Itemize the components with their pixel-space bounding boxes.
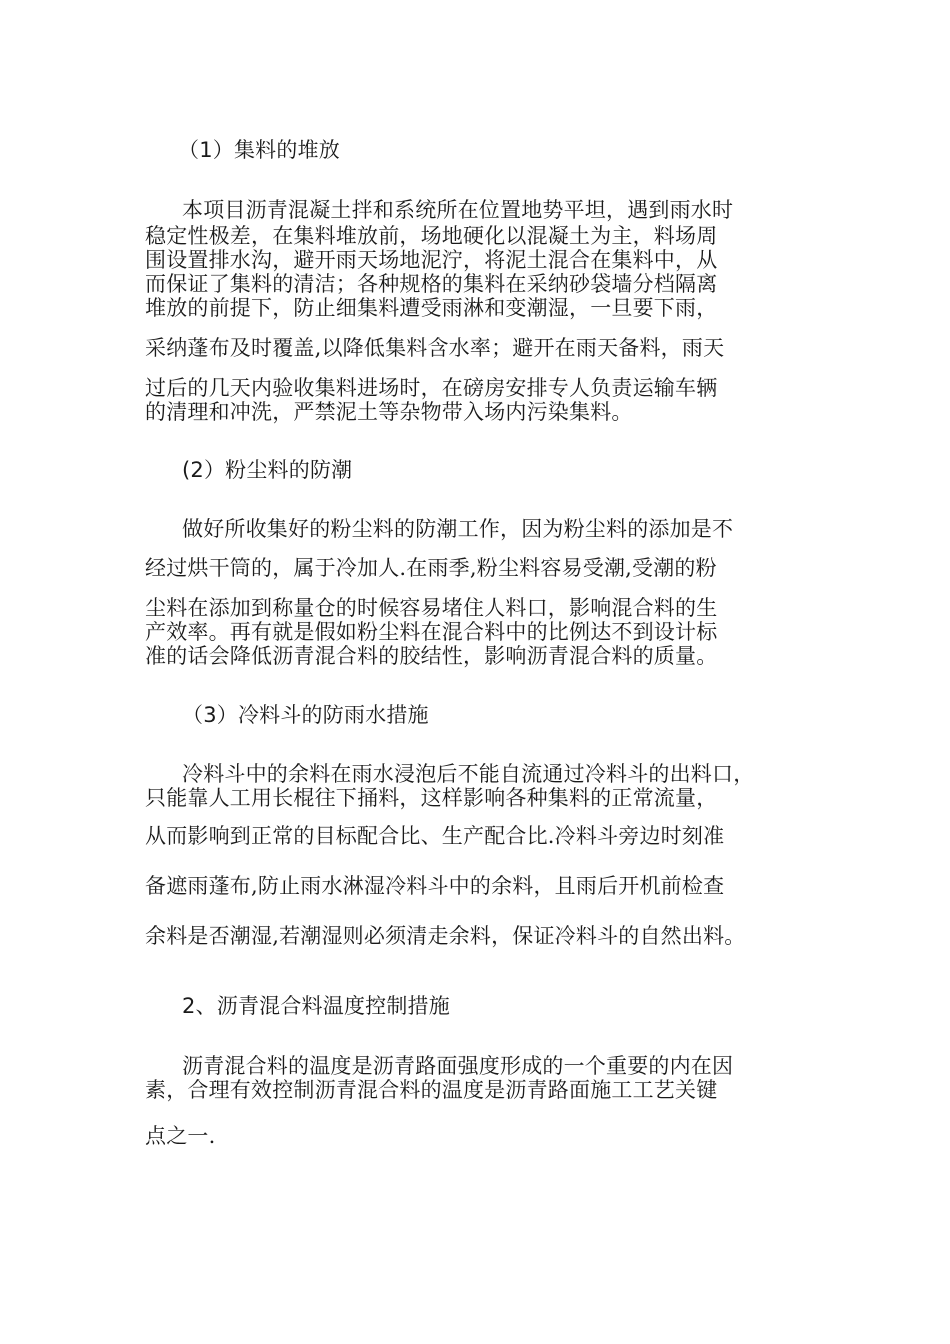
section-3-line-1: 冷料斗中的余料在雨水浸泡后不能自流通过冷料斗的出料口，	[182, 762, 755, 786]
section-1-line-2: 稳定性极差，在集料堆放前，场地硬化以混凝土为主，料场周	[145, 224, 718, 248]
section-2-line-1: 做好所收集好的粉尘料的防潮工作，因为粉尘料的添加是不	[182, 517, 734, 541]
section-1-line-3: 围设置排水沟，避开雨天场地泥泞，将泥土混合在集料中，从	[145, 248, 718, 272]
section-3-line-5: 余料是否潮湿,若潮湿则必须清走余料，保证冷料斗的自然出料。	[145, 924, 746, 948]
section-1-line-1: 本项目沥青混凝土拌和系统所在位置地势平坦，遇到雨水时	[182, 198, 734, 222]
section-1-line-8: 的清理和冲洗，严禁泥土等杂物带入场内污染集料。	[145, 400, 633, 424]
section-4-line-1: 沥青混合料的温度是沥青路面强度形成的一个重要的内在因	[182, 1054, 734, 1078]
section-4-heading: 2、沥青混合料温度控制措施	[182, 994, 450, 1018]
section-4-line-2: 素，合理有效控制沥青混合料的温度是沥青路面施工工艺关键	[145, 1078, 718, 1102]
section-3-heading: （3）冷料斗的防雨水措施	[182, 703, 429, 727]
section-2-line-4: 产效率。再有就是假如粉尘料在混合料中的比例达不到设计标	[145, 620, 718, 644]
section-2-line-5: 准的话会降低沥青混合料的胶结性，影响沥青混合料的质量。	[145, 644, 718, 668]
section-1-line-6: 采纳蓬布及时覆盖,以降低集料含水率；避开在雨天备料，雨天	[145, 336, 725, 360]
section-1-line-5: 堆放的前提下，防止细集料遭受雨淋和变潮湿，一旦要下雨，	[145, 296, 718, 320]
section-3-line-3: 从而影响到正常的目标配合比、生产配合比.冷料斗旁边时刻准	[145, 824, 725, 848]
section-3-line-4: 备遮雨蓬布,防止雨水淋湿冷料斗中的余料，且雨后开机前检查	[145, 874, 725, 898]
section-1-line-7: 过后的几天内验收集料进场时，在磅房安排专人负责运输车辆	[145, 376, 718, 400]
section-4-line-3: 点之一.	[145, 1124, 216, 1148]
section-2-line-2: 经过烘干筒的，属于冷加人.在雨季,粉尘料容易受潮,受潮的粉	[145, 556, 717, 580]
section-1-heading: （1）集料的堆放	[178, 138, 340, 162]
section-2-line-3: 尘料在添加到称量仓的时候容易堵住人料口，影响混合料的生	[145, 596, 718, 620]
section-3-line-2: 只能靠人工用长棍往下捅料，这样影响各种集料的正常流量，	[145, 786, 718, 810]
section-2-heading: (2）粉尘料的防潮	[182, 458, 353, 482]
section-1-line-4: 而保证了集料的清洁；各种规格的集料在采纳砂袋墙分档隔离	[145, 272, 718, 296]
